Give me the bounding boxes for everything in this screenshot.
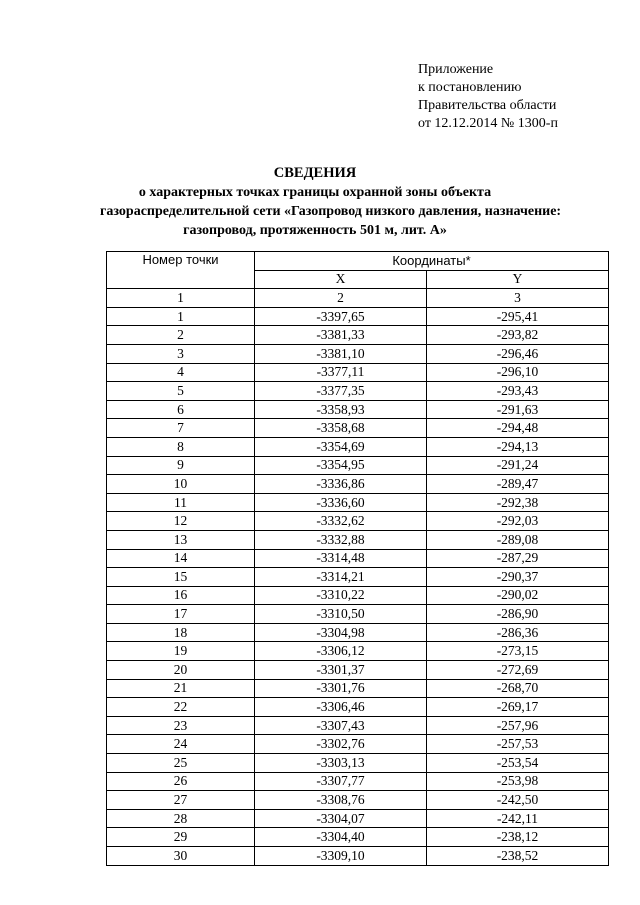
cell-x: -3332,62 (255, 512, 427, 531)
table-row (107, 437, 609, 456)
cell-point-number: 19 (107, 642, 255, 661)
cell-x: -3314,21 (255, 568, 427, 587)
cell-y: -286,36 (427, 623, 609, 642)
cell-y: -290,37 (427, 568, 609, 587)
cell-x: -3301,76 (255, 679, 427, 698)
cell-x: -3381,33 (255, 326, 427, 345)
cell-y: -291,63 (427, 400, 609, 419)
cell-x: -3307,77 (255, 772, 427, 791)
cell-point-number: 5 (107, 382, 255, 401)
cell-x: -3304,40 (255, 828, 427, 847)
cell-point-number: 20 (107, 661, 255, 680)
coordinates-table (106, 251, 609, 866)
cell-point-number: 30 (107, 847, 255, 866)
table-row (107, 586, 609, 605)
cell-x: -3381,10 (255, 344, 427, 363)
cell-y: -268,70 (427, 679, 609, 698)
cell-point-number: 26 (107, 772, 255, 791)
cell-y: -290,02 (427, 586, 609, 605)
cell-point-number: 21 (107, 679, 255, 698)
cell-y: -257,96 (427, 716, 609, 735)
cell-x: -3304,07 (255, 809, 427, 828)
table-row (107, 363, 609, 382)
cell-y: -296,46 (427, 344, 609, 363)
cell-point-number: 13 (107, 530, 255, 549)
cell-x: -3307,43 (255, 716, 427, 735)
title-line: о характерных точках границы охранной зоны объекта (138, 185, 492, 200)
cell-point-number: 29 (107, 828, 255, 847)
cell-y: -294,13 (427, 437, 609, 456)
cell-y: -253,98 (427, 772, 609, 791)
cell-point-number: 14 (107, 549, 255, 568)
table-row (107, 568, 609, 587)
cell-y: -293,43 (427, 382, 609, 401)
cell-y: -292,38 (427, 493, 609, 512)
table-row (107, 326, 609, 345)
cell-x: -3310,22 (255, 586, 427, 605)
cell-x: -3303,13 (255, 754, 427, 773)
table-row (107, 344, 609, 363)
cell-x: -3354,69 (255, 437, 427, 456)
cell-x: -3308,76 (255, 791, 427, 810)
table-row (107, 307, 609, 326)
cell-y: -294,48 (427, 419, 609, 438)
cell-x: -3358,93 (255, 400, 427, 419)
appendix-line: Правительства области (418, 98, 557, 113)
cell-y: -291,24 (427, 456, 609, 475)
cell-point-number: 11 (107, 493, 255, 512)
title-line: газораспределительной сети «Газопровод низкого давления, назначение: (100, 204, 562, 219)
cell-y: -295,41 (427, 307, 609, 326)
cell-x: -3306,46 (255, 698, 427, 717)
table-row (107, 809, 609, 828)
cell-point-number: 7 (107, 419, 255, 438)
table-row (107, 456, 609, 475)
cell-point-number: 25 (107, 754, 255, 773)
table-row (107, 400, 609, 419)
cell-point-number: 18 (107, 623, 255, 642)
cell-point-number: 17 (107, 605, 255, 624)
table-row (107, 623, 609, 642)
cell-point-number: 3 (107, 344, 255, 363)
appendix-line: от 12.12.2014 № 1300-п (418, 116, 558, 131)
cell-y: -242,50 (427, 791, 609, 810)
table-row (107, 698, 609, 717)
table-row (107, 661, 609, 680)
cell-x: -3377,11 (255, 363, 427, 382)
table-row (107, 419, 609, 438)
cell-x: -3306,12 (255, 642, 427, 661)
cell-y: -292,03 (427, 512, 609, 531)
cell-point-number: 27 (107, 791, 255, 810)
title-heading: СВЕДЕНИЯ (273, 165, 357, 181)
table-row (107, 716, 609, 735)
header-x: X (255, 270, 427, 289)
header-point-number: Номер точки (107, 252, 255, 289)
cell-y: -289,47 (427, 475, 609, 494)
cell-point-number: 15 (107, 568, 255, 587)
column-number: 3 (427, 289, 609, 308)
cell-point-number: 12 (107, 512, 255, 531)
document-title (100, 164, 562, 240)
cell-y: -253,54 (427, 754, 609, 773)
cell-y: -272,69 (427, 661, 609, 680)
cell-point-number: 9 (107, 456, 255, 475)
table-row (107, 642, 609, 661)
table-row (107, 530, 609, 549)
cell-point-number: 24 (107, 735, 255, 754)
cell-x: -3397,65 (255, 307, 427, 326)
cell-x: -3354,95 (255, 456, 427, 475)
cell-x: -3336,86 (255, 475, 427, 494)
column-number: 2 (255, 289, 427, 308)
appendix-line: Приложение (418, 62, 494, 77)
cell-point-number: 16 (107, 586, 255, 605)
cell-x: -3302,76 (255, 735, 427, 754)
title-line: газопровод, протяженность 501 м, лит. А» (183, 223, 447, 238)
cell-x: -3332,88 (255, 530, 427, 549)
cell-y: -293,82 (427, 326, 609, 345)
cell-y: -296,10 (427, 363, 609, 382)
cell-x: -3304,98 (255, 623, 427, 642)
cell-y: -269,17 (427, 698, 609, 717)
cell-y: -257,53 (427, 735, 609, 754)
cell-point-number: 8 (107, 437, 255, 456)
cell-x: -3377,35 (255, 382, 427, 401)
cell-x: -3310,50 (255, 605, 427, 624)
cell-point-number: 1 (107, 307, 255, 326)
cell-y: -238,12 (427, 828, 609, 847)
cell-x: -3314,48 (255, 549, 427, 568)
table-row (107, 512, 609, 531)
table-row (107, 772, 609, 791)
table-row (107, 847, 609, 866)
column-number: 1 (107, 289, 255, 308)
table-row (107, 754, 609, 773)
cell-y: -286,90 (427, 605, 609, 624)
cell-point-number: 28 (107, 809, 255, 828)
cell-point-number: 6 (107, 400, 255, 419)
cell-y: -238,52 (427, 847, 609, 866)
table-row (107, 475, 609, 494)
cell-x: -3358,68 (255, 419, 427, 438)
appendix-line: к постановлению (418, 80, 522, 95)
appendix-note (418, 61, 558, 133)
table-row (107, 791, 609, 810)
table-row (107, 605, 609, 624)
cell-y: -287,29 (427, 549, 609, 568)
header-coordinates: Координаты* (255, 252, 609, 271)
cell-y: -289,08 (427, 530, 609, 549)
table-row (107, 828, 609, 847)
cell-y: -242,11 (427, 809, 609, 828)
cell-x: -3309,10 (255, 847, 427, 866)
cell-point-number: 23 (107, 716, 255, 735)
cell-x: -3301,37 (255, 661, 427, 680)
table-row (107, 382, 609, 401)
table-body (107, 307, 609, 865)
table-row (107, 549, 609, 568)
cell-y: -273,15 (427, 642, 609, 661)
cell-point-number: 22 (107, 698, 255, 717)
table-row (107, 735, 609, 754)
cell-x: -3336,60 (255, 493, 427, 512)
table-row (107, 493, 609, 512)
cell-point-number: 10 (107, 475, 255, 494)
cell-point-number: 2 (107, 326, 255, 345)
cell-point-number: 4 (107, 363, 255, 382)
table-row (107, 679, 609, 698)
header-y: Y (427, 270, 609, 289)
